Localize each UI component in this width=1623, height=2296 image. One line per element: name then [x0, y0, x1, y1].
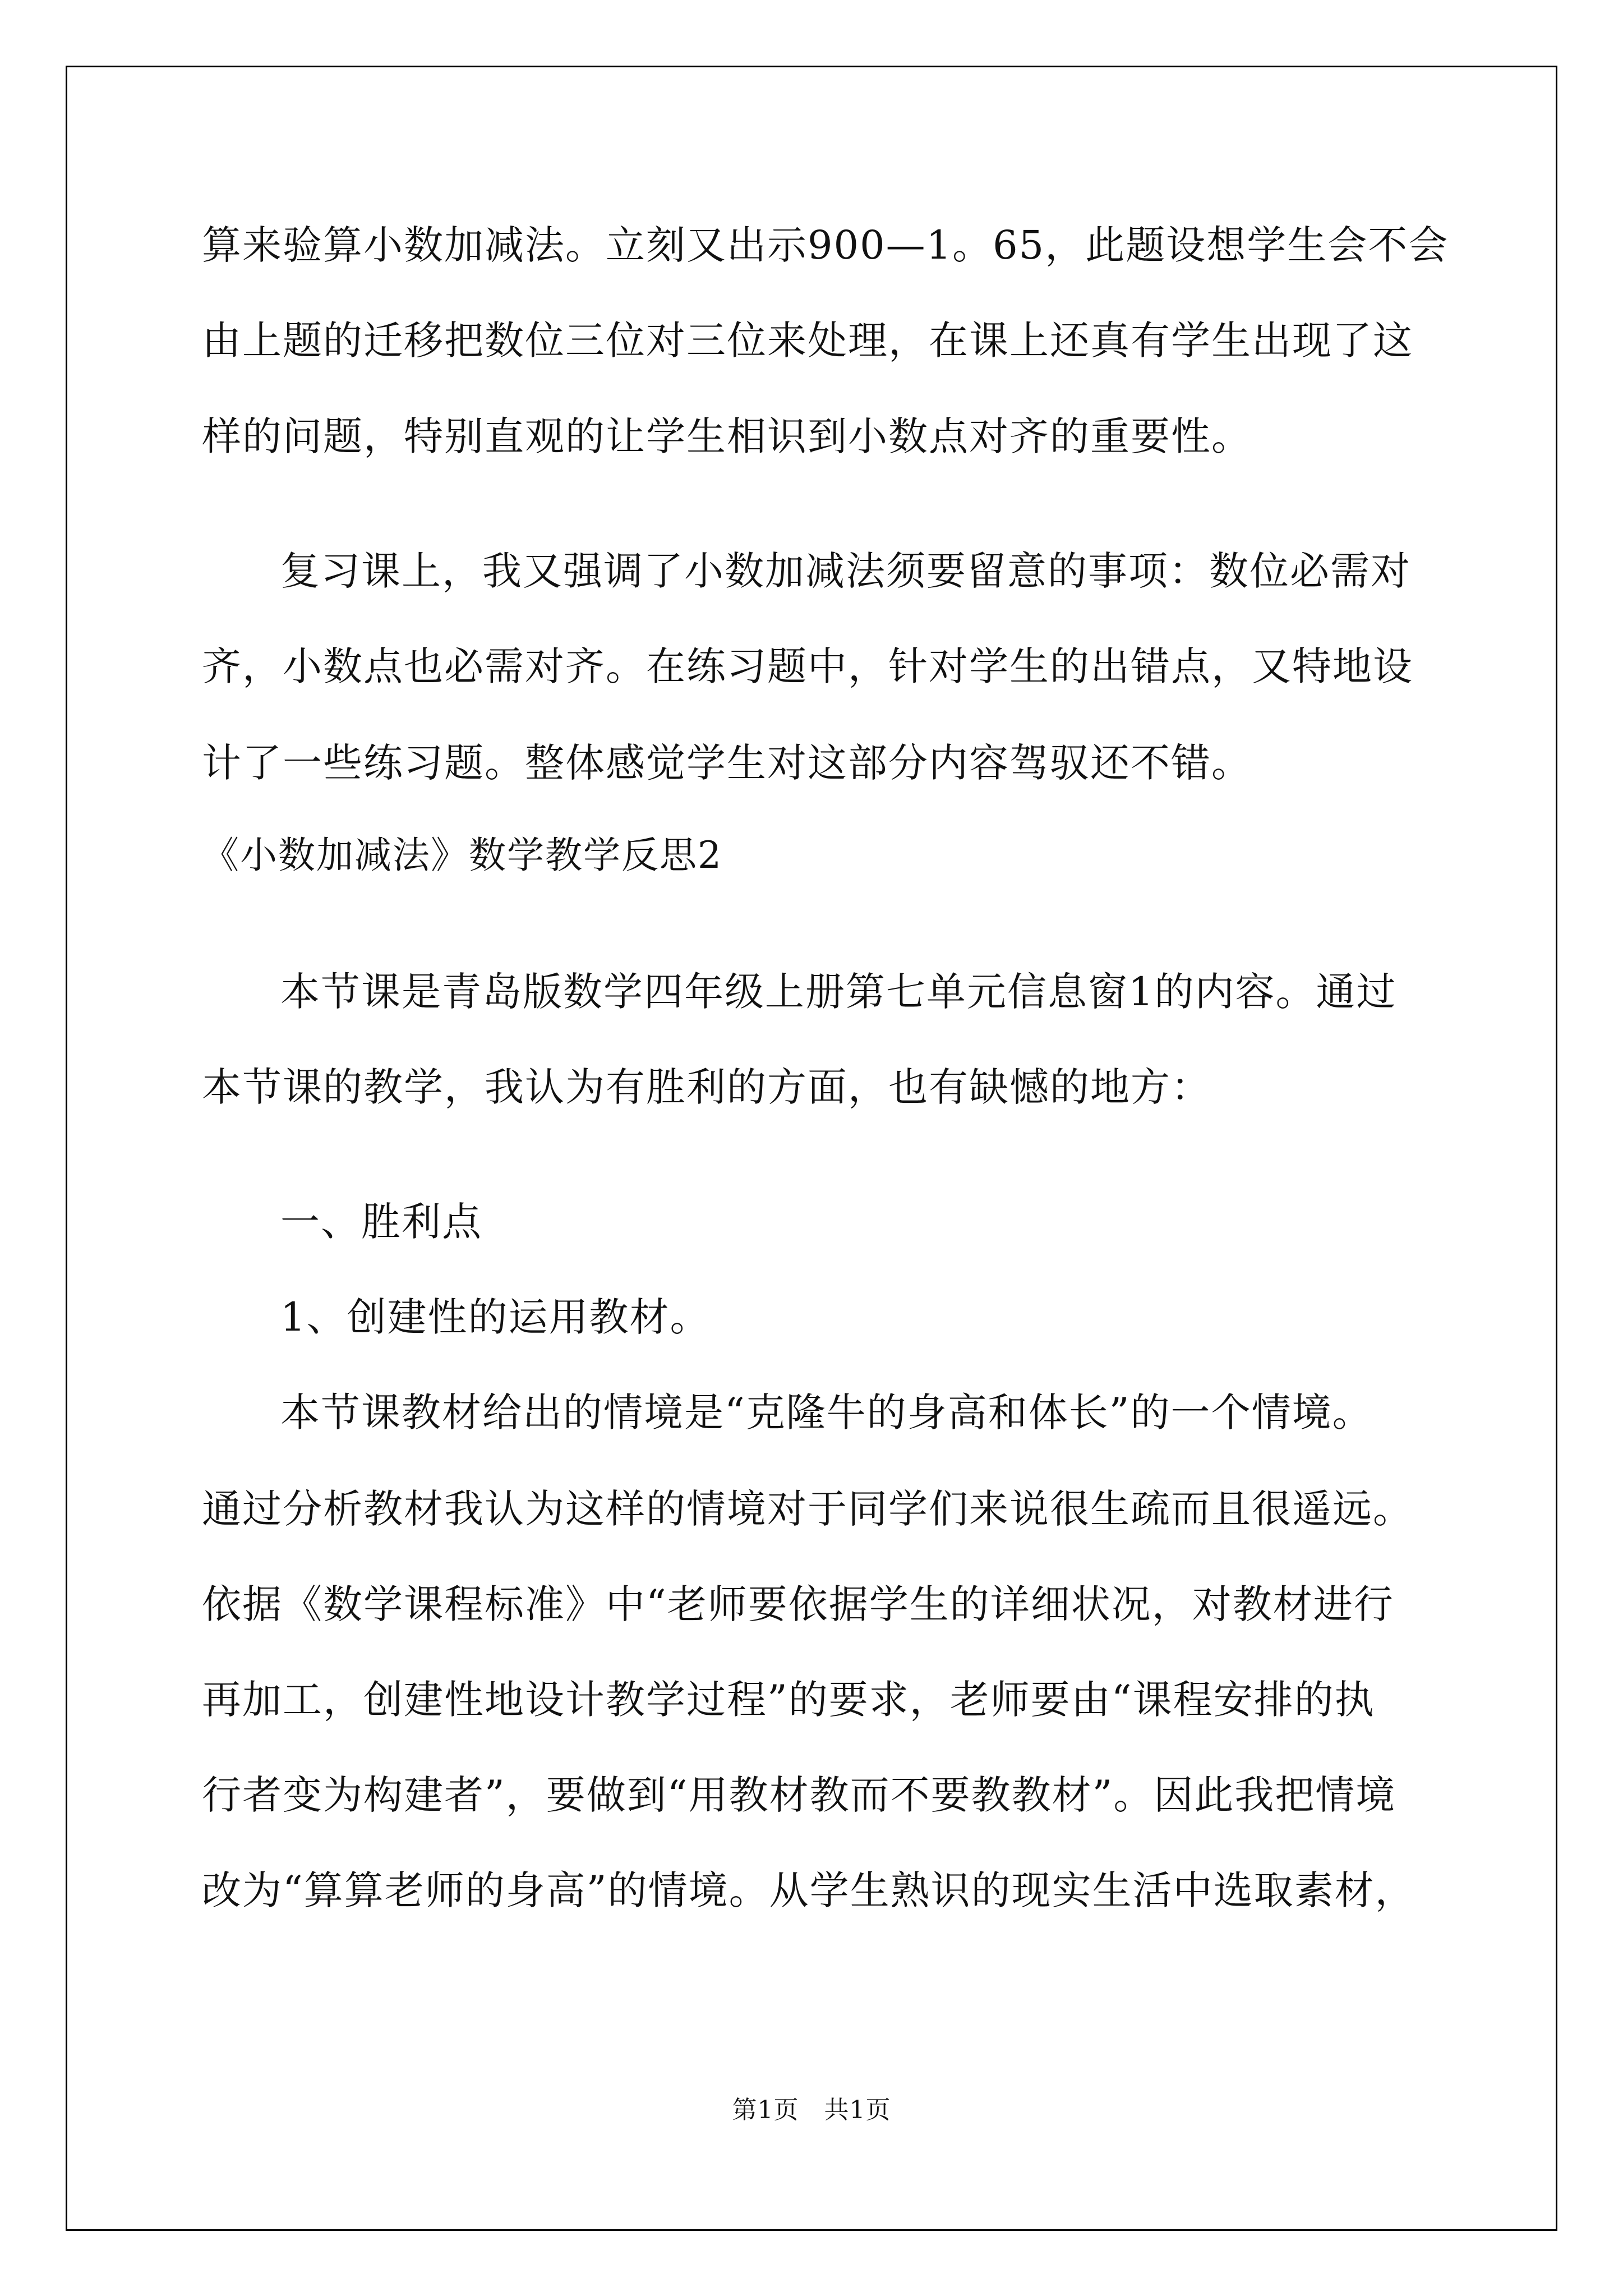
paragraph-line: 本节课是青岛版数学四年级上册第七单元信息窗1的内容。通过: [280, 969, 1397, 1015]
paragraph-line: 再加工，创建性地设计教学过程”的要求，老师要由“课程安排的执: [202, 1677, 1375, 1723]
paragraph-line: 算来验算小数加减法。立刻又出示900—1。65，此题设想学生会不会: [202, 222, 1449, 268]
paragraph-line: 本节课的教学，我认为有胜利的方面，也有缺憾的地方：: [202, 1064, 1211, 1110]
paragraph-line: 复习课上，我又强调了小数加减法须要留意的事项：数位必需对: [280, 548, 1411, 594]
section-heading: 《小数加减法》数学教学反思2: [202, 834, 722, 877]
paragraph-line: 样的问题，特别直观的让学生相识到小数点对齐的重要性。: [202, 413, 1252, 459]
paragraph-line: 改为“算算老师的身高”的情境。从学生熟识的现实生活中选取素材，: [202, 1867, 1415, 1913]
subheading: 一、胜利点: [280, 1199, 482, 1245]
paragraph-line: 依据《数学课程标准》中“老师要依据学生的详细状况，对教材进行: [202, 1581, 1394, 1627]
paragraph-line: 齐，小数点也必需对齐。在练习题中，针对学生的出错点，又特地设: [202, 643, 1413, 689]
paragraph-line: 行者变为构建者”，要做到“用教材教而不要教教材”。因此我把情境: [202, 1772, 1396, 1818]
paragraph-line: 由上题的迁移把数位三位对三位来处理，在课上还真有学生出现了这: [202, 318, 1413, 364]
paragraph-line: 计了一些练习题。整体感觉学生对这部分内容驾驭还不错。: [202, 740, 1252, 786]
paragraph-line: 通过分析教材我认为这样的情境对于同学们来说很生疏而且很遥远。: [202, 1486, 1413, 1532]
page-number-footer: 第1页 共1页: [732, 2096, 891, 2124]
list-item-heading: 1、创建性的运用教材。: [280, 1294, 711, 1340]
paragraph-line: 本节课教材给出的情境是“克隆牛的身高和体长”的一个情境。: [280, 1389, 1373, 1435]
